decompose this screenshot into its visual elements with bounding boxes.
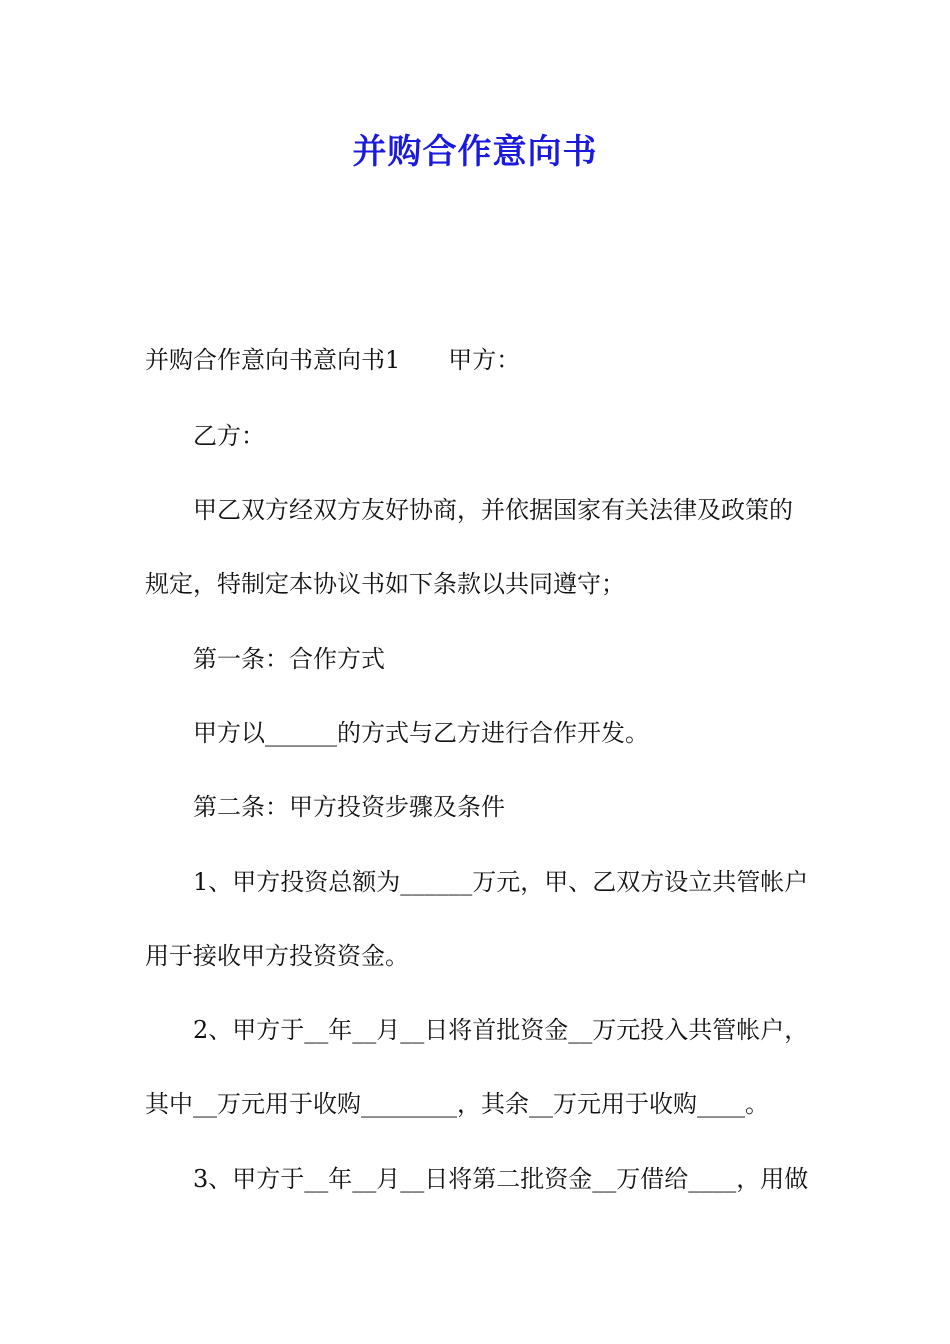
paragraph-line: 1、甲方投资总额为______万元，甲、乙双方设立共管帐户 [193, 868, 809, 896]
document-subtitle: 并购合作意向书意向书1 [145, 346, 401, 374]
party-b-label: 乙方： [193, 422, 265, 450]
paragraph-line: 甲乙双方经双方友好协商，并依据国家有关法律及政策的 [193, 496, 793, 524]
paragraph-line: 规定，特制定本协议书如下条款以共同遵守； [145, 570, 625, 598]
paragraph-line: 3、甲方于__年__月__日将第二批资金__万借给____，用做 [193, 1165, 809, 1193]
paragraph-line: 用于接收甲方投资资金。 [145, 942, 409, 970]
paragraph-line: 其中__万元用于收购________，其余__万元用于收购____。 [145, 1090, 769, 1118]
party-a-label: 甲方： [448, 346, 521, 374]
paragraph-line: 甲方以______的方式与乙方进行合作开发。 [193, 719, 649, 747]
paragraph-line: 2、甲方于__年__月__日将首批资金__万元投入共管帐户， [193, 1016, 809, 1044]
document-title: 并购合作意向书 [352, 132, 598, 172]
article-heading: 第二条：甲方投资步骤及条件 [193, 793, 505, 821]
article-heading: 第一条：合作方式 [193, 645, 385, 673]
heading-line [145, 342, 520, 378]
